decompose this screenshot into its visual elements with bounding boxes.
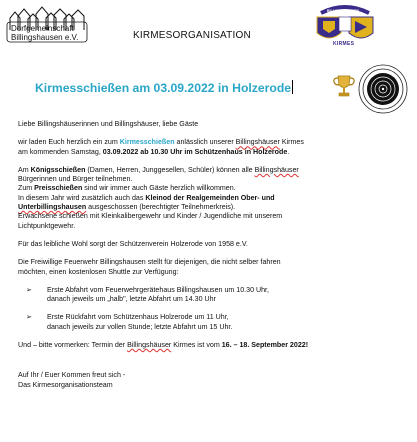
arrow-bullet-icon: ➢: [26, 314, 32, 322]
closing-signature: Das Kirmesorganisationsteam: [18, 380, 113, 389]
kirmes-dates: 16. – 18. September 2022!: [221, 341, 309, 350]
crest-top-text: BILLINGSHAUSEN: [327, 9, 359, 13]
highlight-kirmesschiessen: Kirmesschießen: [119, 138, 175, 147]
koenigsschiessen-paragraph: Am Königsschießen (Damen, Herren, Junggesellen, Schüler) können alle Billingshäuser Bürgerinnen und Bürger teilnehmen. Zum Preisschießen sind wir immer auch Gäste herzlich willkommen. In diesem Jahr wird zusätzlich auch das Kleinod der Realgemeinden Ober- und Unterbillingshausen ausgeschossen (berechtigter Teilnehmerkreis). Erwachsene schießen mit Kleinkalibergewehr und Kinder / Jugendliche mit unserem Lichtpunktgewehr.: [18, 165, 299, 230]
trophy-icon: [332, 73, 356, 99]
shuttle-return-item: ➢ Erste Rückfahrt vom Schützenhaus Holzerode um 11 Uhr, danach jeweils zur vollen Stunde; letzte Abfahrt um 15 Uhr.: [26, 313, 233, 331]
logo-line-2: Billingshausen e.V.: [11, 33, 79, 42]
logo-line-1: Dorfgemeinschaft: [11, 24, 74, 33]
catering-paragraph: Für das leibliche Wohl sorgt der Schützenverein Holzerode von 1958 e.V.: [18, 239, 248, 248]
dorfgemeinschaft-logo: [6, 4, 94, 46]
page-title: Kirmesschießen am 03.09.2022 in Holzerode: [35, 81, 292, 95]
invitation-paragraph: wir laden Euch herzlich ein zum Kirmesschießen anlässlich unserer Billingshäuser Kirmes am kommenden Samstag, 03.09.2022 ab 10.30 Uhr im Schützenhaus in Holzerode.: [18, 138, 304, 156]
organisation-label: KIRMESORGANISATION: [133, 30, 251, 41]
shuttle-departure-item: ➢ Erste Abfahrt vom Feuerwehrgerätehaus Billingshausen um 10.30 Uhr, danach jeweils um „halb", letzte Abfahrt um 14.30 Uhr: [26, 285, 269, 304]
crest-caption: KIRMES: [333, 41, 355, 47]
shooting-target-icon: [358, 64, 408, 114]
arrow-bullet-icon: ➢: [26, 286, 32, 294]
event-date-location: 03.09.2022 ab 10.30 Uhr im Schützenhaus in Holzerode: [102, 147, 288, 156]
save-the-date: Und – bitte vormerken: Termin der Billingshäuser Kirmes ist vom 16. – 18. September 2022!: [18, 341, 309, 350]
text-cursor: [292, 80, 293, 94]
closing-line-1: Auf Ihr / Euer Kommen freut sich -: [18, 371, 126, 380]
letter-body: [18, 120, 410, 390]
greeting: Liebe Billingshäuserinnen und Billingshäuser, liebe Gäste: [18, 120, 199, 128]
shuttle-intro: Die Freiwillige Feuerwehr Billingshausen stellt für diejenigen, die nicht selber fahren möchten, einen kostenlosen Shuttle zur Verfügung:: [18, 258, 281, 276]
